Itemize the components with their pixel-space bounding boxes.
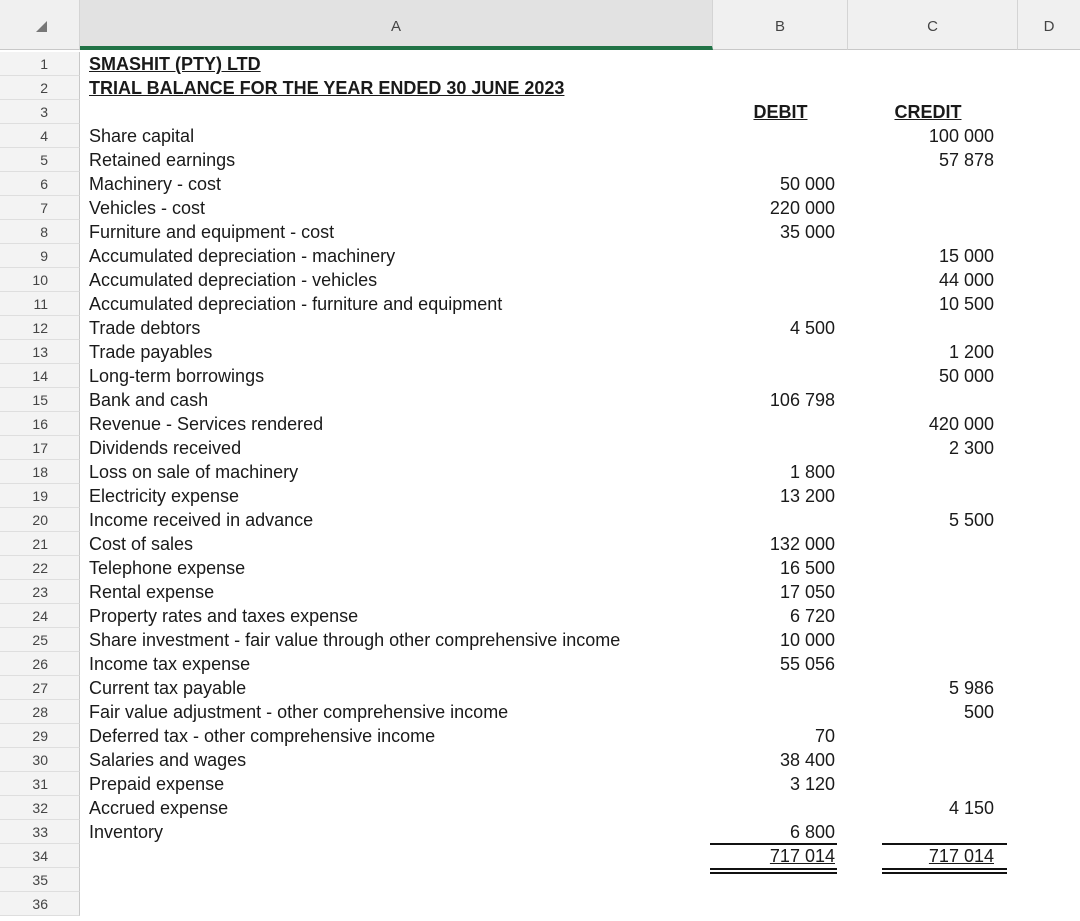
account-row xyxy=(80,340,1080,364)
account-row xyxy=(80,508,1080,532)
select-all-corner[interactable] xyxy=(0,0,80,50)
debit-amount[interactable]: 106 798 xyxy=(769,390,835,410)
credit-amount[interactable] xyxy=(848,316,994,340)
company-name[interactable]: SMASHIT (PTY) LTD xyxy=(89,54,261,74)
account-row xyxy=(80,532,1080,556)
row-header[interactable]: 1 xyxy=(0,52,80,76)
credit-amount[interactable]: 1 200 xyxy=(948,342,994,362)
row-header[interactable]: 23 xyxy=(0,580,80,604)
account-name[interactable]: Retained earnings xyxy=(89,150,236,170)
account-name[interactable]: Vehicles - cost xyxy=(89,198,206,218)
debit-amount[interactable]: 6 800 xyxy=(789,822,835,842)
account-name[interactable]: Rental expense xyxy=(89,582,215,602)
account-name[interactable]: Share investment - fair value through other comprehensive income xyxy=(89,630,621,650)
debit-amount[interactable] xyxy=(713,700,835,724)
credit-amount[interactable] xyxy=(848,172,994,196)
debit-amount[interactable] xyxy=(713,796,835,820)
debit-amount[interactable]: 70 xyxy=(814,726,835,746)
account-name[interactable]: Accumulated depreciation - furniture and equipment xyxy=(89,294,503,314)
credit-amount[interactable] xyxy=(848,460,994,484)
account-name[interactable]: Prepaid expense xyxy=(89,774,225,794)
debit-amount[interactable] xyxy=(713,124,835,148)
debit-amount[interactable]: 50 000 xyxy=(779,174,835,194)
credit-amount[interactable] xyxy=(848,388,994,412)
row-header[interactable]: 14 xyxy=(0,364,80,388)
row-35 xyxy=(80,868,1080,892)
debit-amount[interactable]: 3 120 xyxy=(789,774,835,794)
account-row xyxy=(80,748,1080,772)
row-header[interactable]: 13 xyxy=(0,340,80,364)
account-row xyxy=(80,628,1080,652)
account-rows xyxy=(80,124,1080,844)
debit-amount[interactable] xyxy=(713,364,835,388)
row-header[interactable]: 16 xyxy=(0,412,80,436)
credit-amount[interactable] xyxy=(848,532,994,556)
row-headers xyxy=(0,52,80,916)
account-name[interactable]: Deferred tax - other comprehensive income xyxy=(89,726,436,746)
debit-amount[interactable] xyxy=(713,244,835,268)
debit-amount[interactable]: 6 720 xyxy=(789,606,835,626)
debit-total[interactable]: 717 014 xyxy=(769,846,835,866)
account-row xyxy=(80,556,1080,580)
account-row xyxy=(80,484,1080,508)
account-row xyxy=(80,244,1080,268)
row-header[interactable]: 32 xyxy=(0,796,80,820)
credit-amount[interactable]: 420 000 xyxy=(928,414,994,434)
account-row xyxy=(80,268,1080,292)
row-header[interactable]: 26 xyxy=(0,652,80,676)
row-header[interactable]: 27 xyxy=(0,676,80,700)
row-header[interactable]: 5 xyxy=(0,148,80,172)
row-header[interactable]: 31 xyxy=(0,772,80,796)
row-header[interactable]: 11 xyxy=(0,292,80,316)
debit-amount[interactable]: 17 050 xyxy=(779,582,835,602)
credit-amount[interactable] xyxy=(848,580,994,604)
credit-amount[interactable]: 500 xyxy=(963,702,994,722)
account-name[interactable]: Long-term borrowings xyxy=(89,366,265,386)
row-header[interactable]: 28 xyxy=(0,700,80,724)
row-1 xyxy=(80,52,1080,76)
account-name[interactable]: Trade debtors xyxy=(89,318,201,338)
debit-amount[interactable]: 220 000 xyxy=(769,198,835,218)
credit-amount[interactable]: 4 150 xyxy=(948,798,994,818)
row-3 xyxy=(80,100,1080,124)
account-row xyxy=(80,796,1080,820)
credit-amount[interactable]: 44 000 xyxy=(938,270,994,290)
credit-amount[interactable] xyxy=(848,748,994,772)
row-header[interactable]: 34 xyxy=(0,844,80,868)
credit-amount[interactable] xyxy=(848,820,994,844)
row-header[interactable]: 12 xyxy=(0,316,80,340)
row-header[interactable]: 36 xyxy=(0,892,80,916)
row-header[interactable]: 6 xyxy=(0,172,80,196)
debit-amount[interactable] xyxy=(713,148,835,172)
debit-header[interactable]: DEBIT xyxy=(753,102,808,122)
account-row xyxy=(80,772,1080,796)
row-header[interactable]: 30 xyxy=(0,748,80,772)
row-36 xyxy=(80,892,1080,916)
account-row xyxy=(80,196,1080,220)
row-header[interactable]: 9 xyxy=(0,244,80,268)
account-name[interactable]: Current tax payable xyxy=(89,678,247,698)
account-name[interactable]: Income received in advance xyxy=(89,510,314,530)
account-name[interactable]: Accumulated depreciation - vehicles xyxy=(89,270,378,290)
credit-amount[interactable]: 5 986 xyxy=(948,678,994,698)
row-header[interactable]: 7 xyxy=(0,196,80,220)
account-name[interactable]: Accrued expense xyxy=(89,798,229,818)
account-row xyxy=(80,364,1080,388)
credit-total[interactable]: 717 014 xyxy=(928,846,994,866)
account-name[interactable]: Bank and cash xyxy=(89,390,209,410)
row-header[interactable]: 3 xyxy=(0,100,80,124)
credit-amount[interactable] xyxy=(848,220,994,244)
credit-amount[interactable]: 50 000 xyxy=(938,366,994,386)
credit-amount[interactable] xyxy=(848,652,994,676)
account-row xyxy=(80,724,1080,748)
account-row xyxy=(80,436,1080,460)
debit-amount[interactable] xyxy=(713,436,835,460)
credit-amount[interactable] xyxy=(848,628,994,652)
debit-amount[interactable] xyxy=(713,292,835,316)
account-name[interactable]: Revenue - Services rendered xyxy=(89,414,324,434)
column-header-b[interactable]: B xyxy=(713,0,848,50)
debit-amount[interactable] xyxy=(713,508,835,532)
row-header[interactable]: 2 xyxy=(0,76,80,100)
account-row xyxy=(80,700,1080,724)
debit-amount[interactable]: 4 500 xyxy=(789,318,835,338)
account-row xyxy=(80,580,1080,604)
credit-amount[interactable] xyxy=(848,484,994,508)
account-row xyxy=(80,460,1080,484)
debit-amount[interactable]: 38 400 xyxy=(779,750,835,770)
credit-amount[interactable]: 15 000 xyxy=(938,246,994,266)
account-name[interactable]: Salaries and wages xyxy=(89,750,247,770)
row-header[interactable]: 24 xyxy=(0,604,80,628)
credit-amount[interactable] xyxy=(848,724,994,748)
account-name[interactable]: Cost of sales xyxy=(89,534,194,554)
account-name[interactable]: Machinery - cost xyxy=(89,174,222,194)
account-row xyxy=(80,388,1080,412)
debit-amount[interactable]: 13 200 xyxy=(779,486,835,506)
account-row xyxy=(80,412,1080,436)
account-name[interactable]: Income tax expense xyxy=(89,654,251,674)
row-header[interactable]: 29 xyxy=(0,724,80,748)
credit-header[interactable]: CREDIT xyxy=(894,102,962,122)
debit-amount[interactable]: 10 000 xyxy=(779,630,835,650)
credit-total-top-rule xyxy=(882,843,1007,845)
account-row xyxy=(80,148,1080,172)
account-name[interactable]: Dividends received xyxy=(89,438,242,458)
account-name[interactable]: Fair value adjustment - other comprehensive income xyxy=(89,702,509,722)
account-name[interactable]: Property rates and taxes expense xyxy=(89,606,359,626)
credit-amount[interactable]: 100 000 xyxy=(928,126,994,146)
row-header[interactable]: 17 xyxy=(0,436,80,460)
account-row xyxy=(80,172,1080,196)
account-row xyxy=(80,676,1080,700)
debit-amount[interactable]: 132 000 xyxy=(769,534,835,554)
debit-amount[interactable] xyxy=(713,412,835,436)
credit-amount[interactable] xyxy=(848,196,994,220)
account-row xyxy=(80,220,1080,244)
account-name[interactable]: Inventory xyxy=(89,822,164,842)
account-name[interactable]: Furniture and equipment - cost xyxy=(89,222,335,242)
account-name[interactable]: Accumulated depreciation - machinery xyxy=(89,246,396,266)
row-2 xyxy=(80,76,1080,100)
row-header[interactable]: 35 xyxy=(0,868,80,892)
row-header[interactable]: 22 xyxy=(0,556,80,580)
account-name[interactable]: Electricity expense xyxy=(89,486,240,506)
debit-amount[interactable]: 35 000 xyxy=(779,222,835,242)
debit-amount[interactable] xyxy=(713,676,835,700)
column-header-d[interactable]: D xyxy=(1018,0,1080,50)
account-row xyxy=(80,292,1080,316)
credit-amount[interactable] xyxy=(848,604,994,628)
credit-amount[interactable]: 10 500 xyxy=(938,294,994,314)
debit-amount[interactable] xyxy=(713,340,835,364)
credit-amount[interactable] xyxy=(848,772,994,796)
row-header[interactable]: 25 xyxy=(0,628,80,652)
debit-amount[interactable]: 1 800 xyxy=(789,462,835,482)
credit-amount[interactable]: 5 500 xyxy=(948,510,994,530)
row-header[interactable]: 21 xyxy=(0,532,80,556)
account-row xyxy=(80,820,1080,844)
totals-row xyxy=(80,844,1080,868)
row-header[interactable]: 15 xyxy=(0,388,80,412)
debit-total-top-rule xyxy=(710,843,837,845)
credit-amount[interactable]: 57 878 xyxy=(938,150,994,170)
account-row xyxy=(80,316,1080,340)
account-name[interactable]: Share capital xyxy=(89,126,195,146)
row-header[interactable]: 4 xyxy=(0,124,80,148)
account-row xyxy=(80,124,1080,148)
debit-amount[interactable]: 16 500 xyxy=(779,558,835,578)
account-row xyxy=(80,604,1080,628)
debit-amount[interactable] xyxy=(713,268,835,292)
credit-amount[interactable] xyxy=(848,556,994,580)
column-header-c[interactable]: C xyxy=(848,0,1018,50)
column-header-a[interactable]: A xyxy=(80,0,713,50)
row-header[interactable]: 8 xyxy=(0,220,80,244)
debit-amount[interactable]: 55 056 xyxy=(779,654,835,674)
credit-amount[interactable]: 2 300 xyxy=(948,438,994,458)
account-name[interactable]: Telephone expense xyxy=(89,558,246,578)
row-header[interactable]: 10 xyxy=(0,268,80,292)
account-name[interactable]: Loss on sale of machinery xyxy=(89,462,299,482)
select-all-triangle-icon xyxy=(36,21,47,32)
row-header[interactable]: 20 xyxy=(0,508,80,532)
row-header[interactable]: 18 xyxy=(0,460,80,484)
cell-grid xyxy=(80,52,1080,916)
account-name[interactable]: Trade payables xyxy=(89,342,213,362)
row-header[interactable]: 33 xyxy=(0,820,80,844)
row-header[interactable]: 19 xyxy=(0,484,80,508)
report-title[interactable]: TRIAL BALANCE FOR THE YEAR ENDED 30 JUNE 2023 xyxy=(89,78,565,98)
account-row xyxy=(80,652,1080,676)
